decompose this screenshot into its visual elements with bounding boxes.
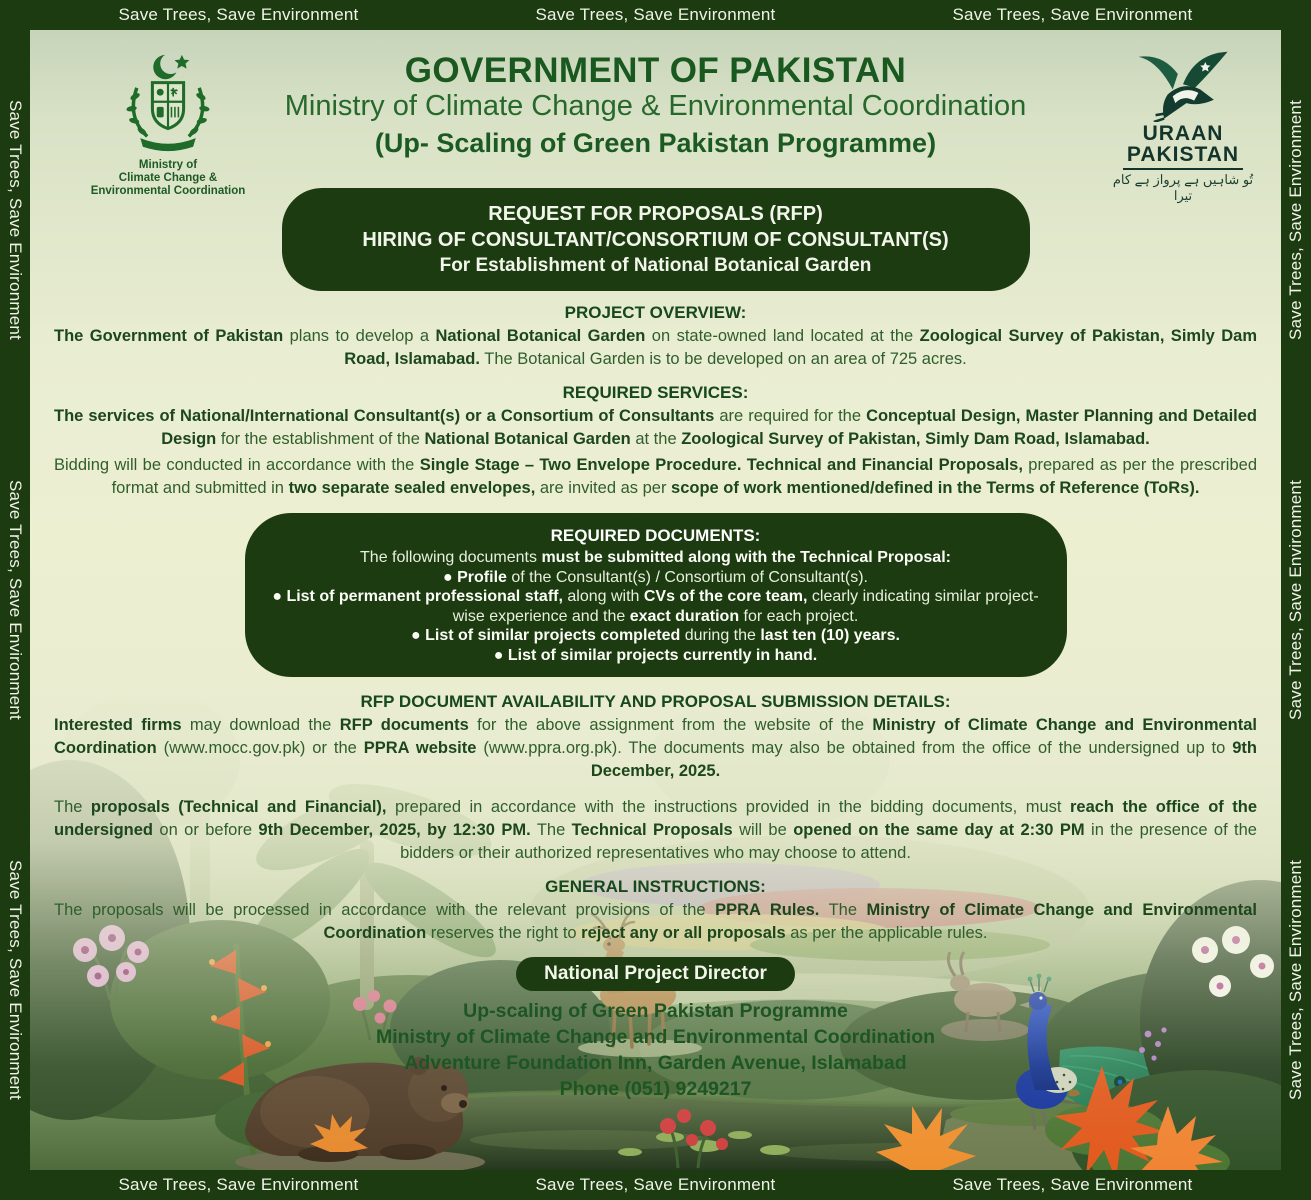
required-documents-bullet-2: ● List of permanent professional staff, along with CVs of the core team, clearly indicating similar project-wise experience and the exact duration for each project. — [272, 588, 1039, 625]
contact-phone: Phone (051) 9249217 — [559, 1078, 752, 1100]
slogan-text: Save Trees, Save Environment — [118, 5, 359, 24]
frame-right-slogans — [1281, 30, 1311, 1170]
general-instructions-text: The proposals will be processed in accordance with the relevant provisions of the PPRA Rules. The Ministry of Climate Change and Environmental Coordination reserves the right to reject any or all proposals as per the applicable rules. — [54, 901, 1257, 942]
required-services-text-1: The services of National/International Consultant(s) or a Consortium of Consultants are required for the Conceptual Design, Master Planning and Detailed Design for the establishment of the National Botanical Garden at the Zoological Survey of Pakistan, Simly Dam Road, Islamabad. — [54, 407, 1257, 448]
frame-left-slogans — [0, 30, 30, 1170]
uraan-divider — [1123, 168, 1243, 170]
contact-block — [30, 998, 1281, 1102]
required-services-text-2: Bidding will be conducted in accordance with the Single Stage – Two Envelope Procedure. Technical and Financial Proposals, prepared as per the prescribed format and submitted in two separate sealed envelopes, are invited as per scope of work mentioned/defined in the Terms of Reference (ToRs). — [54, 456, 1258, 497]
poster-header — [30, 30, 1281, 203]
required-documents-bullet-3: ● List of similar projects completed during the last ten (10) years. — [411, 627, 900, 644]
rfp-title-box — [282, 188, 1030, 291]
project-overview-heading: PROJECT OVERVIEW: — [564, 303, 747, 322]
uraan-eagle-icon — [1120, 50, 1246, 122]
contact-ministry: Ministry of Climate Change and Environmental Coordination — [375, 1026, 936, 1048]
ministry-logo-caption: Ministry of Climate Change & Environmental Coordination — [90, 159, 246, 197]
required-documents-bullet-1: ● Profile of the Consultant(s) / Consortium of Consultant(s). — [443, 568, 868, 586]
frame-top-slogans — [30, 0, 1281, 30]
slogan-text: Save Trees, Save Environment — [6, 480, 25, 720]
slogan-text: Save Trees, Save Environment — [118, 1175, 359, 1194]
poster-sheet — [30, 30, 1281, 1170]
slogan-text: Save Trees, Save Environment — [952, 1175, 1193, 1194]
programme-title: (Up- Scaling of Green Pakistan Programme) — [374, 128, 937, 158]
contact-address: Adventure Foundation Inn, Garden Avenue, Islamabad — [404, 1052, 907, 1074]
page-title: GOVERNMENT OF PAKISTAN — [404, 51, 907, 90]
slogan-text: Save Trees, Save Environment — [952, 5, 1193, 24]
slogan-text: Save Trees, Save Environment — [1286, 100, 1305, 340]
rfp-title-line2: HIRING OF CONSULTANT/CONSORTIUM OF CONSULTANT(S) — [362, 229, 949, 251]
contact-programme: Up-scaling of Green Pakistan Programme — [463, 1000, 848, 1022]
uraan-pakistan-logo — [1103, 50, 1263, 204]
rfp-title-line3: For Establishment of National Botanical Garden — [439, 255, 872, 276]
project-overview-text: The Government of Pakistan plans to develop a National Botanical Garden on state-owned land located at the Zoological Survey of Pakistan, Simly Dam Road, Islamabad. The Botanical Garden is to be developed on an area of 725 acres. — [54, 327, 1258, 368]
slogan-text: Save Trees, Save Environment — [6, 860, 25, 1100]
required-documents-intro: The following documents must be submitted along with the Technical Proposal: — [360, 549, 951, 566]
frame-bottom-slogans — [30, 1170, 1281, 1200]
uraan-urdu-tagline: تُو شاہیں ہے پرواز ہے کام تیرا — [1112, 172, 1254, 203]
submission-details-text-1: Interested firms may download the RFP documents for the above assignment from the website of the Ministry of Climate Change and Environmental Coordination (www.mocc.gov.pk) or the PPRA website (www.ppra.org.pk). The documents may also be obtained from the office of the undersigned up to 9th December, 2025. — [54, 716, 1257, 780]
required-documents-bullet-4: ● List of similar projects currently in hand. — [493, 646, 818, 664]
submission-details-text-2: The proposals (Technical and Financial), prepared in accordance with the instructions provided in the bidding documents, must reach the office of the undersigned on or before 9th December, 2025, by 12:30 PM. The Technical Proposals will be opened on the same day at 2:30 PM in the presence of the bidders or their authorized representatives who may choose to attend. — [54, 798, 1257, 862]
uraan-wordmark: URAAN PAKISTAN — [1126, 122, 1240, 166]
slogan-text: Save Trees, Save Environment — [535, 1175, 776, 1194]
general-instructions-heading: GENERAL INSTRUCTIONS: — [545, 877, 766, 896]
required-documents-heading: REQUIRED DOCUMENTS: — [550, 526, 761, 545]
slogan-text: Save Trees, Save Environment — [1286, 480, 1305, 720]
national-project-director-pill: National Project Director — [516, 957, 795, 991]
required-documents-box — [245, 513, 1067, 677]
slogan-text: Save Trees, Save Environment — [1286, 860, 1305, 1100]
ministry-subtitle: Ministry of Climate Change & Environmental Coordination — [284, 90, 1027, 122]
required-services-heading: REQUIRED SERVICES: — [562, 383, 749, 402]
submission-details-heading: RFP DOCUMENT AVAILABILITY AND PROPOSAL SUBMISSION DETAILS: — [360, 692, 951, 711]
slogan-text: Save Trees, Save Environment — [6, 100, 25, 340]
slogan-text: Save Trees, Save Environment — [535, 5, 776, 24]
ministry-logo — [56, 48, 280, 198]
rfp-title-line1: REQUEST FOR PROPOSALS (RFP) — [488, 203, 823, 225]
pakistan-crest-icon — [116, 48, 220, 152]
